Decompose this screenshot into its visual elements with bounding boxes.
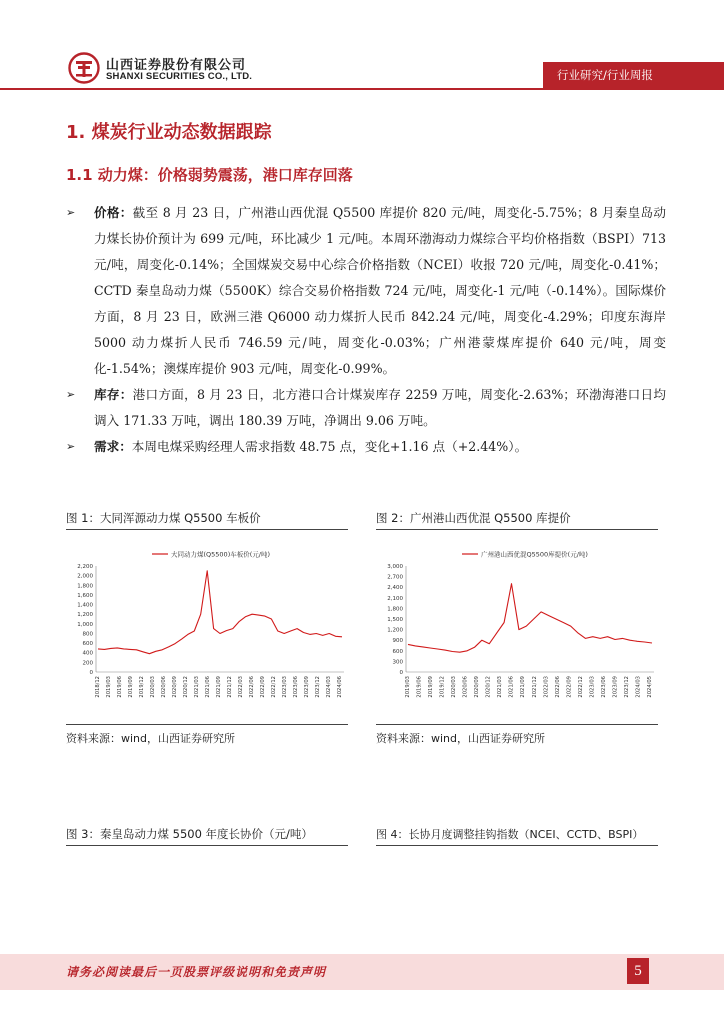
x-tick-label: 2020/03 xyxy=(150,676,156,698)
x-tick-label: 2019/03 xyxy=(405,676,411,698)
y-tick-label: 3,000 xyxy=(387,564,403,570)
figure-2-top-rule xyxy=(376,529,658,530)
x-tick-label: 2020/06 xyxy=(161,676,167,698)
figure-3-title: 图 3：秦皇岛动力煤 5500 年度长协价（元/吨） xyxy=(66,827,313,841)
paragraph-label: 需求： xyxy=(94,439,132,454)
x-tick-label: 2021/12 xyxy=(227,676,233,698)
y-tick-label: 1,800 xyxy=(77,583,93,590)
header-divider xyxy=(0,88,724,90)
figure-3-top-rule xyxy=(66,845,348,846)
x-tick-label: 2020/06 xyxy=(462,676,469,698)
report-category-tag: 行业研究/行业周报 xyxy=(543,62,724,88)
y-tick-label: 0 xyxy=(399,670,403,676)
y-tick-label: 600 xyxy=(392,648,403,655)
paragraph-price xyxy=(66,200,666,382)
x-tick-label: 2024/03 xyxy=(326,676,332,698)
figure-2-source: 资料来源：wind，山西证券研究所 xyxy=(376,732,546,745)
legend-label: 广州港山西优混Q5500库提价(元/吨) xyxy=(481,550,588,559)
x-tick-label: 2019/03 xyxy=(106,676,112,698)
y-tick-label: 1,000 xyxy=(77,621,93,628)
x-tick-label: 2021/09 xyxy=(520,676,527,698)
y-tick-label: 2,100 xyxy=(387,595,403,602)
x-tick-label: 2023/12 xyxy=(623,676,630,698)
paragraph-text: 港口方面，8 月 23 日，北方港口合计煤炭库存 2259 万吨，周变化-2.63%；环渤海港口日均调入 171.33 万吨，调出 180.39 万吨，净调出 9.06 万吨。 xyxy=(94,387,667,428)
figure-2-bottom-rule xyxy=(376,724,658,725)
x-tick-label: 2019/12 xyxy=(439,676,446,698)
figure-1-top-rule xyxy=(66,529,348,530)
y-tick-label: 1,500 xyxy=(387,617,403,623)
x-tick-label: 2021/06 xyxy=(205,676,211,698)
figure-1-bottom-rule xyxy=(66,724,348,725)
y-tick-label: 1,400 xyxy=(77,602,93,609)
x-tick-label: 2021/03 xyxy=(497,676,504,698)
y-tick-label: 200 xyxy=(82,660,93,667)
x-tick-label: 2019/06 xyxy=(117,676,123,698)
paragraph-text: 本周电煤采购经理人需求指数 48.75 点，变化+1.16 点（+2.44%）。 xyxy=(131,439,528,454)
chart-1 xyxy=(66,540,348,720)
x-tick-label: 2021/12 xyxy=(531,676,538,698)
x-tick-label: 2022/06 xyxy=(249,676,255,698)
y-tick-label: 300 xyxy=(392,659,403,666)
bullet-arrow-icon: ➢ xyxy=(66,440,76,453)
x-tick-label: 2023/03 xyxy=(589,676,596,698)
x-tick-label: 2020/12 xyxy=(485,676,492,698)
paragraph-label: 价格： xyxy=(94,205,133,220)
company-name-en: SHANXI SECURITIES CO., LTD. xyxy=(106,71,253,82)
y-tick-label: 900 xyxy=(392,638,403,645)
paragraph-inventory xyxy=(66,382,666,434)
x-tick-label: 2024/06 xyxy=(337,676,343,698)
figure-1-title: 图 1：大同浑源动力煤 Q5500 车板价 xyxy=(66,511,261,525)
y-tick-label: 2,000 xyxy=(77,573,93,580)
x-tick-label: 2020/03 xyxy=(451,676,458,698)
paragraph-demand xyxy=(66,434,666,460)
x-tick-label: 2023/12 xyxy=(315,676,321,698)
x-tick-label: 2020/09 xyxy=(172,676,178,698)
page-number: 5 xyxy=(627,958,649,984)
x-tick-label: 2019/09 xyxy=(128,676,134,698)
company-logo-icon xyxy=(68,52,100,84)
x-tick-label: 2022/03 xyxy=(543,676,550,698)
figure-4-top-rule xyxy=(376,845,658,846)
x-tick-label: 2022/06 xyxy=(554,676,561,698)
x-tick-label: 2020/09 xyxy=(474,676,481,698)
y-tick-label: 2,400 xyxy=(387,585,403,592)
x-tick-label: 2020/12 xyxy=(183,676,189,698)
y-tick-label: 1,200 xyxy=(77,612,93,619)
series-line xyxy=(98,571,342,654)
x-tick-label: 2022/09 xyxy=(260,676,266,698)
x-tick-label: 2024/03 xyxy=(635,676,642,698)
figure-4-title: 图 4：长协月度调整挂钩指数（NCEI、CCTD、BSPI） xyxy=(376,828,644,841)
y-tick-label: 0 xyxy=(89,670,93,676)
x-tick-label: 2019/12 xyxy=(139,676,145,698)
figure-1-source: 资料来源：wind，山西证券研究所 xyxy=(66,732,236,745)
subsection-heading: 1.1 动力煤：价格弱势震荡，港口库存回落 xyxy=(66,166,353,184)
y-tick-label: 1,800 xyxy=(387,606,403,613)
chart-2 xyxy=(376,540,658,720)
y-tick-label: 1,600 xyxy=(77,592,93,599)
y-tick-label: 2,200 xyxy=(77,564,93,570)
y-tick-label: 400 xyxy=(82,650,93,657)
y-tick-label: 600 xyxy=(82,641,93,648)
x-tick-label: 2023/06 xyxy=(293,676,299,698)
body-text xyxy=(66,200,666,460)
x-tick-label: 2018/12 xyxy=(95,676,101,698)
x-tick-label: 2021/09 xyxy=(216,676,222,698)
x-tick-label: 2019/06 xyxy=(416,676,423,698)
y-tick-label: 1,200 xyxy=(387,627,403,634)
x-tick-label: 2024/05 xyxy=(647,676,653,698)
x-tick-label: 2022/12 xyxy=(577,676,584,698)
y-tick-label: 800 xyxy=(82,631,93,638)
x-tick-label: 2021/06 xyxy=(508,676,515,698)
figure-2-title: 图 2：广州港山西优混 Q5500 库提价 xyxy=(376,511,571,525)
company-name-cn: 山西证券股份有限公司 xyxy=(106,58,247,73)
x-tick-label: 2023/06 xyxy=(600,676,607,698)
x-tick-label: 2023/09 xyxy=(612,676,619,698)
y-tick-label: 2,700 xyxy=(387,574,403,581)
x-tick-label: 2021/03 xyxy=(194,676,200,698)
paragraph-text: 截至 8 月 23 日，广州港山西优混 Q5500 库提价 820 元/吨，周变化-5.75%；8 月秦皇岛动力煤长协价预计为 699 元/吨，环比减少 1 元/吨。本周环渤海动力煤综合平均价格指数（BSPI）713 元/吨，周变化-0.14%；全国煤炭交易中心综合价格指数（NCEI）收报 720 元/吨，周变化-0.41%；CCTD 秦皇岛动力煤（5500K）综合交易价格指数 724 元/吨，周变化-1 元/吨（-0.14%）。国际煤价方面，8 月 23 日，欧洲三港 Q6000 动力煤折人民币 842.24 元/吨，周变化-4.29%；印度东海岸 5000 动力煤折人民币 746.59 元/吨，周变化-0.03%；广州港蒙煤库提价 640 元/吨，周变化-1.54%；澳煤库提价 903 元/吨，周变化-0.99%。 xyxy=(94,205,667,376)
bullet-arrow-icon: ➢ xyxy=(66,206,76,219)
footer-disclaimer: 请务必阅读最后一页股票评级说明和免责声明 xyxy=(66,965,327,979)
paragraph-label: 库存： xyxy=(94,387,133,402)
x-tick-label: 2019/09 xyxy=(428,676,435,698)
x-tick-label: 2022/09 xyxy=(566,676,573,698)
x-tick-label: 2023/03 xyxy=(282,676,288,698)
series-line xyxy=(408,584,652,653)
bullet-arrow-icon: ➢ xyxy=(66,388,76,401)
x-tick-label: 2023/09 xyxy=(304,676,310,698)
x-tick-label: 2022/03 xyxy=(238,676,244,698)
x-tick-label: 2022/12 xyxy=(271,676,277,698)
section-heading: 1. 煤炭行业动态数据跟踪 xyxy=(66,122,272,143)
page-header xyxy=(0,0,724,100)
legend-label: 大同动力煤(Q5500)车板价(元/吨) xyxy=(171,550,270,559)
